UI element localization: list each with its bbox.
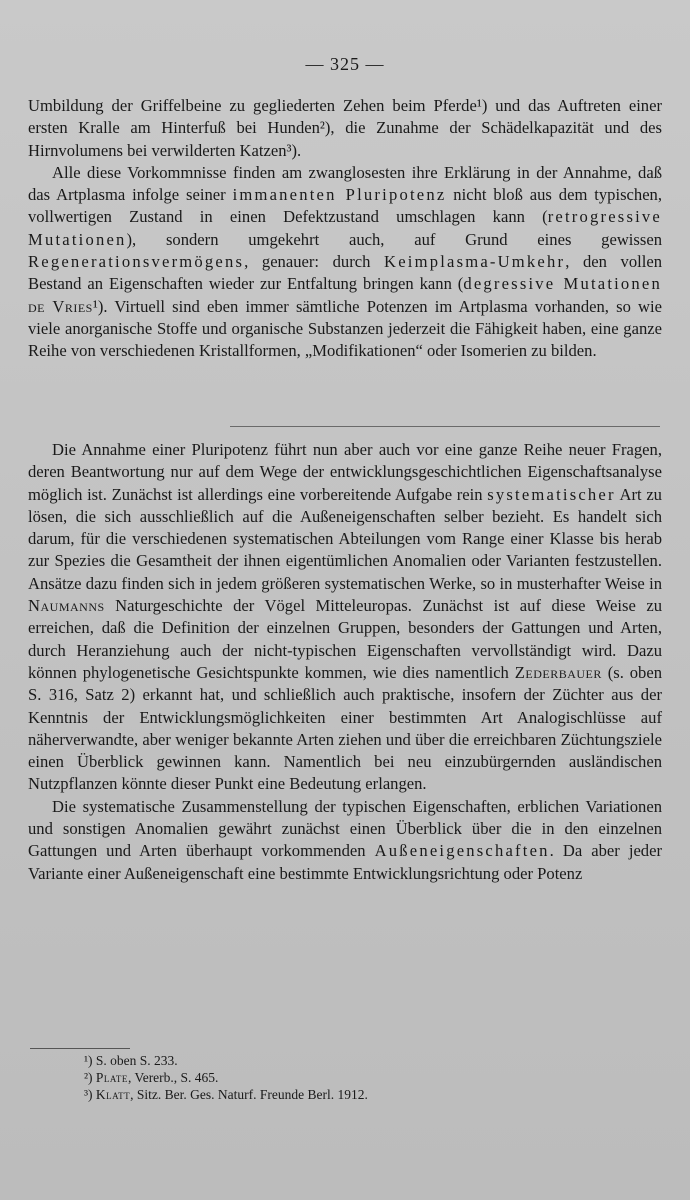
paragraph-pluripotenz: Alle diese Vorkommnisse finden am zwanglosesten ihre Erklärung in der Annahme, daß das Artplasma infolge seiner immanenten Pluripotenz nicht bloß aus dem typischen, vollwertigen Zustand in einen Defektzustand umschlagen kann (retrogressive Mutationen), sondern umgekehrt auch, auf Grund eines gewissen Regenerationsvermögens, genauer: durch Keimplasma-Umkehr, den vollen Bestand an Eigenschaften wieder zur Entfaltung bringen kann (degressive Mutationen de Vries¹). Virtuell sind eben immer sämtliche Potenzen im Artplasma vorhanden, so wie viele anorganische Stoffe und organische Substanzen jederzeit die Fähigkeit haben, eine ganze Reihe von verschiedenen Kristallformen, „Modifikationen“ oder Isomerien zu bilden.: [28, 162, 663, 361]
footnote-3: ³) Klatt, Sitz. Ber. Ges. Naturf. Freunde Berl. 1912.: [84, 1087, 368, 1102]
emphasis-degressive-mutationen: degressive Mutationen: [463, 274, 662, 294]
emphasis-keimplasma-umkehr: Keimplasma-Umkehr: [384, 252, 566, 272]
footnotes: [84, 1052, 644, 1103]
footnote-2: ²) Plate, Vererb., S. 465.: [84, 1070, 219, 1085]
emphasis-immanente-pluripotenz: immanenten Pluripotenz: [232, 185, 447, 205]
emphasis-aussen-eigenschaften: Außeneigenschaften: [374, 841, 550, 861]
paragraph-zusammenstellung: Die systematische Zusammenstellung der typischen Eigenschaften, erblichen Variationen und sonstigen Anomalien gewährt zunächst einen Überblick über die in den einzelnen Gattungen und Arten überhaupt vorkommenden Außeneigenschaften. Da aber jeder Variante einer Außeneigenschaft eine bestimmte Entwicklungsrichtung oder Potenz: [28, 796, 662, 883]
paragraph-continuation: Umbildung der Griffelbeine zu gegliederten Zehen beim Pferde¹) und das Auftreten einer ersten Kralle am Hinterfuß bei Hunden²), die Zunahme der Schädelkapazität und des Hirnvolumens bei verwilderten Katzen³).: [28, 96, 662, 160]
section-separator: [230, 426, 660, 427]
emphasis-regenerationsvermoegen: Regenerationsvermögens: [28, 252, 245, 272]
paragraph-annahme: Die Annahme einer Pluripotenz führt nun aber auch vor eine ganze Reihe neuer Fragen, deren Beantwortung nur auf dem Wege der entwicklungsgeschichtlichen Eigenschaftsanalyse möglich ist. Zunächst ist allerdings eine vorbereitende Aufgabe rein systematischer Art zu lösen, die sich ausschließlich auf die Außeneigenschaften selber bezieht. Es handelt sich darum, für die verschiedenen systematischen Abteilungen vom Range einer Klasse bis herab zur Spezies die Gesamtheit der ihnen eigentümlichen Anomalien oder Varianten festzustellen. Ansätze dazu finden sich in jedem größeren systematischen Werke, so in musterhafter Weise in Naumanns Naturgeschichte der Vögel Mitteleuropas. Zunächst ist auf diese Weise zu erreichen, daß die Definition der einzelnen Gruppen, besonders der Gattungen und Arten, durch Heranziehung auch der nicht-typischen Eigenschaften vervollständigt wird. Dazu können phylogenetische Gesichtspunkte kommen, wie dies namentlich Zederbauer (s. oben S. 316, Satz 2) erkannt hat, und schließlich auch praktische, insofern der Züchter aus der Kenntnis der Entwicklungsmöglichkeiten einer bestimmten Art Analogischlüsse auf näherverwandte, aber weniger bekannte Arten ziehen und über die erreichbaren Züchtungsziele einen Überblick gewinnen kann. Namentlich bei neu einzubürgernden ausländischen Nutzpflanzen könnte dieser Punkt eine Bedeutung erlangen.: [28, 440, 663, 794]
body-text-upper: [28, 95, 662, 363]
author-de-vries: de Vries: [28, 296, 93, 316]
author-zederbauer: Zederbauer: [514, 662, 602, 682]
author-naumanns: Naumanns: [28, 596, 105, 616]
emphasis-systematischer: systematischer: [487, 484, 616, 504]
page-number: — 325 —: [305, 54, 385, 74]
emphasis-retrogressive-mutationen: retrogressive Mutationen: [28, 207, 662, 249]
footnote-rule: [30, 1048, 130, 1049]
body-text-lower: [28, 439, 662, 885]
footnote-1: ¹) S. oben S. 233.: [84, 1053, 178, 1068]
